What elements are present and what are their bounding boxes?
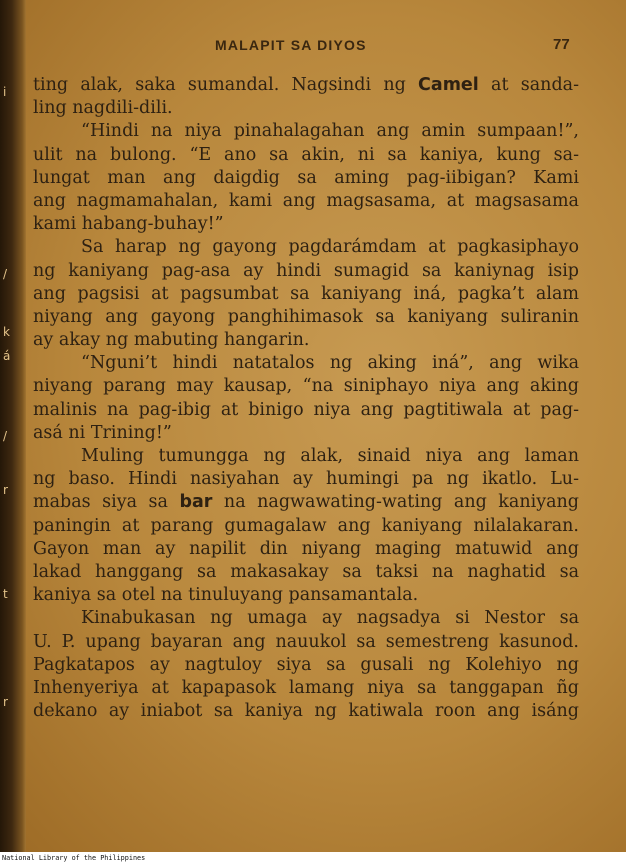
body-text	[33, 74, 579, 723]
text-line: Sa harap ng gayong pagdarámdam at pagkasiphayo	[81, 237, 579, 258]
text-line: ng kaniyang pag-asa ay hindi sumagid sa kaniynag isip	[33, 260, 579, 281]
text-line: paningin at parang gumagalaw ang kaniyang nilalakaran.	[33, 515, 579, 536]
text-line: Gayon man ay napilit din niyang maging matuwid ang	[33, 538, 579, 559]
text-line: “Nguni’t hindi natatalos ng aking iná”, ang wika	[81, 353, 579, 374]
text-line: kaniya sa otel na tinuluyang pansamantala.	[33, 585, 419, 606]
text-line: niyang parang may kausap, “na siniphayo niya ang aking	[33, 376, 579, 397]
gutter-mark: k	[3, 325, 10, 339]
text-line: ting alak, saka sumandal. Nagsindi ng Camel at sanda-	[33, 75, 579, 95]
gutter-mark: i	[3, 85, 7, 99]
text-line: malinis na pag-ibig at binigo niya ang pagtitiwala at pag-	[33, 399, 579, 420]
text-line: dekano ay iniabot sa kaniya ng katiwala roon ang isáng	[33, 701, 579, 722]
text-line: ay akay ng mabuting hangarin.	[33, 330, 310, 351]
page-header	[0, 37, 626, 55]
library-credit: National Library of the Philippines	[2, 854, 146, 862]
gutter-mark: r	[3, 483, 8, 497]
running-title: MALAPIT SA DIYOS	[215, 37, 367, 53]
text-line: ling nagdili-dili.	[33, 98, 173, 119]
text-line: ng baso. Hindi nasiyahan ay humingi pa ng ikatlo. Lu-	[33, 469, 579, 490]
page-number: 77	[553, 36, 570, 53]
text-line: Pagkatapos ay nagtuloy siya sa gusali ng Kolehiyo ng	[33, 654, 579, 675]
text-line: kami habang-buhay!”	[33, 214, 224, 235]
text-line: asá ni Trining!”	[33, 422, 172, 443]
text-line: ulit na bulong. “E ano sa akin, ni sa kaniya, kung sa-	[33, 144, 579, 165]
text-line: Kinabukasan ng umaga ay nagsadya si Nestor sa	[81, 608, 579, 629]
text-line: mabas siya sa bar na nagwawating-wating ang kaniyang	[33, 492, 579, 513]
gutter-mark: /	[3, 429, 8, 443]
text-line: lungat man ang daigdig sa aming pag-iibigan? Kami	[33, 167, 579, 188]
gutter-mark: á	[3, 349, 11, 363]
text-line: niyang ang gayong panghihimasok sa kaniyang suliranin	[33, 306, 579, 327]
text-line: Muling tumungga ng alak, sinaid niya ang laman	[81, 446, 579, 466]
gutter-mark: /	[3, 267, 8, 281]
gutter-mark: r	[3, 695, 8, 709]
text-line: ang nagmamahalan, kami ang magsasama, at magsasama	[33, 190, 579, 211]
text-line: lakad hanggang sa makasakay sa taksi na naghatid sa	[33, 561, 579, 582]
text-line: ang pagsisi at pagsumbat sa kaniyang iná, pagka’t alam	[33, 283, 579, 304]
text-line: Inhenyeriya at kapapasok lamang niya sa tanggapan ñg	[33, 677, 579, 698]
gutter-mark: t	[3, 587, 8, 601]
text-line: U. P. upang bayaran ang nauukol sa semestreng kasunod.	[33, 631, 579, 652]
book-gutter	[0, 0, 26, 852]
text-line: “Hindi na niya pinahalagahan ang amin sumpaan!”,	[81, 121, 579, 142]
